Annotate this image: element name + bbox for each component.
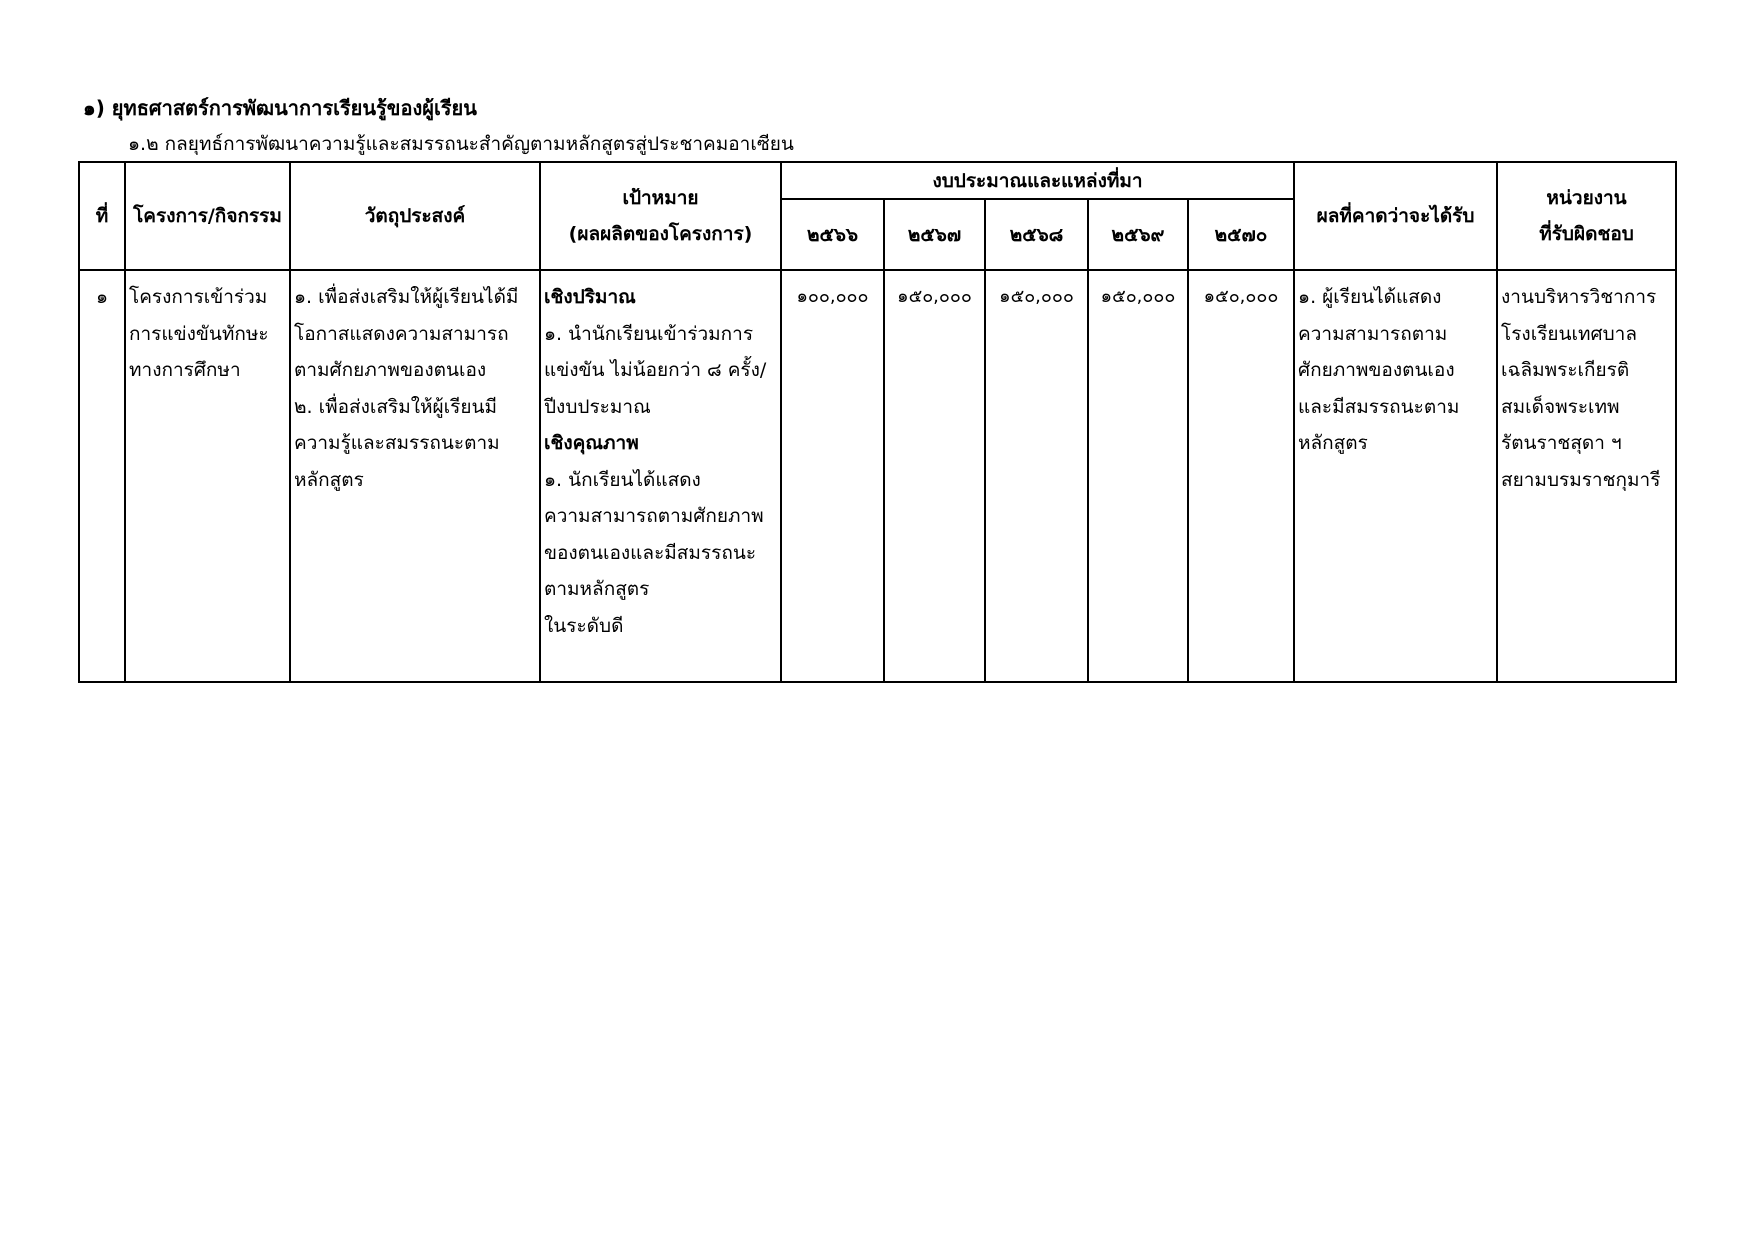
row-objective: [290, 270, 540, 682]
header-expected-result: ผลที่คาดว่าจะได้รับ: [1294, 162, 1497, 270]
text-line: โครงการเข้าร่วม: [129, 286, 268, 308]
header-target-line: เป้าหมาย: [622, 187, 699, 209]
row-no: ๑: [79, 270, 125, 682]
quality-label: เชิงคุณภาพ: [544, 432, 639, 454]
budget-2570: ๑๕๐,๐๐๐: [1188, 270, 1294, 682]
budget-2568: ๑๕๐,๐๐๐: [985, 270, 1088, 682]
budget-2567: ๑๕๐,๐๐๐: [884, 270, 985, 682]
text-line: ๑. นำนักเรียนเข้าร่วมการ: [544, 322, 754, 345]
section-heading: ๑) ยุทธศาสตร์การพัฒนาการเรียนรู้ของผู้เรียน: [83, 96, 477, 120]
budget-2569: ๑๕๐,๐๐๐: [1088, 270, 1188, 682]
text-line: ของตนเองและมีสมรรถนะ: [544, 541, 757, 564]
header-year: ๒๕๗๐: [1188, 199, 1294, 270]
header-year: ๒๕๖๙: [1088, 199, 1188, 270]
text-line: หลักสูตร: [1298, 432, 1368, 454]
text-line: เฉลิมพระเกียรติ: [1501, 359, 1630, 381]
text-line: ตามศักยภาพของตนเอง: [294, 359, 487, 381]
table-row: [79, 270, 1676, 682]
text-line: ปีงบประมาณ: [544, 395, 651, 418]
text-line: และมีสมรรถนะตาม: [1298, 395, 1460, 418]
header-target: [540, 162, 781, 270]
text-line: โรงเรียนเทศบาล: [1501, 322, 1637, 345]
text-line: ๑. นักเรียนได้แสดง: [544, 468, 701, 491]
row-target: [540, 270, 781, 682]
text-line: การแข่งขันทักษะ: [129, 322, 269, 345]
text-line: ๒. เพื่อส่งเสริมให้ผู้เรียนมี: [294, 395, 498, 418]
quantity-label: เชิงปริมาณ: [544, 286, 636, 308]
text-line: ทางการศึกษา: [129, 359, 241, 381]
text-line: สมเด็จพระเทพ: [1501, 395, 1620, 418]
header-budget: งบประมาณและแหล่งที่มา: [781, 162, 1294, 199]
header-unit-line: หน่วยงาน: [1546, 187, 1627, 209]
text-line: หลักสูตร: [294, 468, 364, 491]
strategy-subheading: ๑.๒ กลยุทธ์การพัฒนาความรู้และสมรรถนะสำคัญตามหลักสูตรสู่ประชาคมอาเซียน: [128, 133, 794, 155]
header-target-line: (ผลผลิตของโครงการ): [568, 223, 753, 245]
text-line: รัตนราชสุดา ฯ: [1501, 432, 1622, 454]
text-line: ศักยภาพของตนเอง: [1298, 359, 1455, 381]
row-responsible-unit: [1497, 270, 1676, 682]
text-line: ความสามารถตาม: [1298, 322, 1448, 345]
row-expected-result: [1294, 270, 1497, 682]
text-line: ในระดับดี: [544, 614, 624, 637]
text-line: แข่งขัน ไม่น้อยกว่า ๘ ครั้ง/: [544, 359, 767, 381]
budget-2566: ๑๐๐,๐๐๐: [781, 270, 884, 682]
row-project: [125, 270, 290, 682]
header-responsible-unit: [1497, 162, 1676, 270]
text-line: โอกาสแสดงความสามารถ: [294, 322, 509, 345]
header-year: ๒๕๖๗: [884, 199, 985, 270]
header-no: ที่: [79, 162, 125, 270]
header-objective: วัตถุประสงค์: [290, 162, 540, 270]
strategy-plan-table: [78, 161, 1677, 683]
table-header-row: [79, 162, 1676, 199]
header-year: ๒๕๖๖: [781, 199, 884, 270]
header-unit-line: ที่รับผิดชอบ: [1539, 223, 1634, 245]
header-year: ๒๕๖๘: [985, 199, 1088, 270]
text-line: ความสามารถตามศักยภาพ: [544, 505, 764, 527]
text-line: งานบริหารวิชาการ: [1501, 286, 1657, 308]
text-line: ตามหลักสูตร: [544, 578, 650, 600]
text-line: สยามบรมราชกุมารี: [1501, 468, 1661, 491]
text-line: ความรู้และสมรรถนะตาม: [294, 432, 500, 454]
text-line: ๑. ผู้เรียนได้แสดง: [1298, 286, 1442, 308]
text-line: ๑. เพื่อส่งเสริมให้ผู้เรียนได้มี: [294, 286, 519, 308]
header-project: โครงการ/กิจกรรม: [125, 162, 290, 270]
